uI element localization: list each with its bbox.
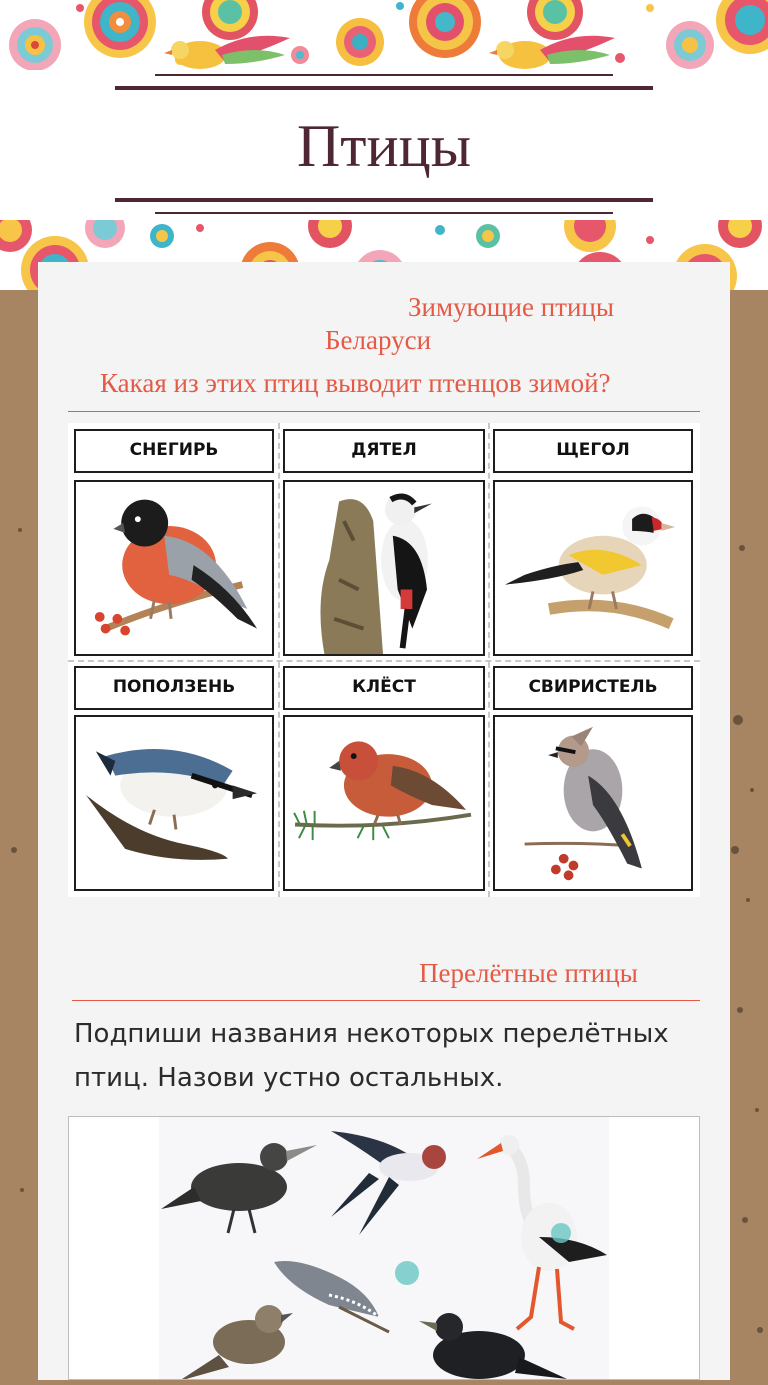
cut-line	[278, 423, 280, 897]
cut-line	[68, 660, 700, 662]
waxwing-icon	[493, 715, 693, 891]
title-rule-bottom	[115, 198, 653, 202]
winter-birds-heading: Зимующие птицы	[408, 292, 614, 322]
bird-label-nuthatch: ПОПОЛЗЕНЬ	[74, 666, 274, 710]
mandala-pattern-top	[0, 0, 768, 70]
title-rule-top-thin	[155, 74, 613, 76]
section-divider	[72, 1000, 700, 1001]
bird-label-crossbill: КЛЁСТ	[283, 666, 485, 710]
bullfinch-icon	[74, 480, 274, 656]
winter-question: Какая из этих птиц выводит птенцов зимой?	[100, 368, 611, 398]
section-divider	[68, 411, 700, 412]
winter-birds-figure	[68, 423, 700, 897]
bird-label-bullfinch: СНЕГИРЬ	[74, 429, 274, 473]
bird-label-woodpecker: ДЯТЕЛ	[283, 429, 485, 473]
page-title: Птицы	[296, 113, 472, 179]
woodpecker-icon	[283, 480, 485, 656]
migratory-birds-figure	[68, 1116, 700, 1380]
goldfinch-icon	[493, 480, 693, 656]
title-rule-top	[115, 86, 653, 90]
content-card	[38, 262, 730, 1380]
site-header	[0, 0, 768, 290]
title-rule-bottom-thin	[155, 212, 613, 214]
winter-birds-heading-line2: Беларуси	[325, 325, 432, 355]
title-band	[0, 70, 768, 220]
migratory-task-text: Подпиши названия некоторых перелётных птиц. Назови устно остальных.	[74, 1019, 669, 1093]
bird-label-goldfinch: ЩЕГОЛ	[493, 429, 693, 473]
nuthatch-icon	[74, 715, 274, 891]
migratory-birds-heading: Перелётные птицы	[419, 958, 638, 988]
crossbill-icon	[283, 715, 485, 891]
cut-line	[488, 423, 490, 897]
bird-label-waxwing: СВИРИСТЕЛЬ	[493, 666, 693, 710]
